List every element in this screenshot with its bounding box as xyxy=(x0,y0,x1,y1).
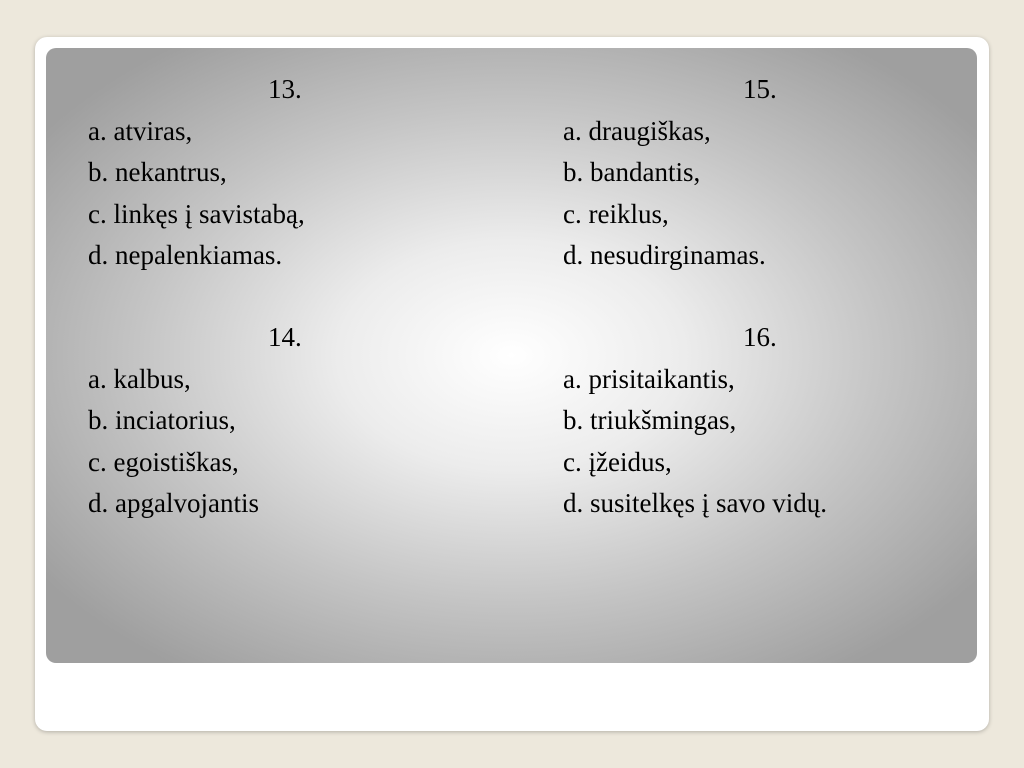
question-number: 13. xyxy=(268,74,302,104)
question-number: 16. xyxy=(743,322,777,352)
option-a: a. prisitaikantis, xyxy=(563,363,735,394)
question-15 xyxy=(563,69,963,277)
option-c: c. reiklus, xyxy=(563,198,669,229)
slide-content xyxy=(46,48,977,663)
option-b: b. nekantrus, xyxy=(88,157,227,187)
question-14 xyxy=(88,317,488,525)
question-number: 14. xyxy=(268,322,302,352)
question-13 xyxy=(88,69,488,277)
option-c: c. linkęs į savistabą, xyxy=(88,198,305,229)
question-16 xyxy=(563,317,963,525)
option-a: a. draugiškas, xyxy=(563,115,711,146)
option-b: b. inciatorius, xyxy=(88,405,236,435)
question-number: 15. xyxy=(743,74,777,104)
option-a: a. atviras, xyxy=(88,115,193,146)
option-c: c. įžeidus, xyxy=(563,446,672,477)
option-b: b. bandantis, xyxy=(563,157,701,187)
option-d: d. apgalvojantis xyxy=(88,488,259,518)
option-c: c. egoistiškas, xyxy=(88,446,239,477)
option-a: a. kalbus, xyxy=(88,363,191,394)
option-d: d. nepalenkiamas. xyxy=(88,240,283,270)
option-d: d. susitelkęs į savo vidų. xyxy=(563,488,827,518)
option-d: d. nesudirginamas. xyxy=(563,240,766,270)
option-b: b. triukšmingas, xyxy=(563,405,737,435)
